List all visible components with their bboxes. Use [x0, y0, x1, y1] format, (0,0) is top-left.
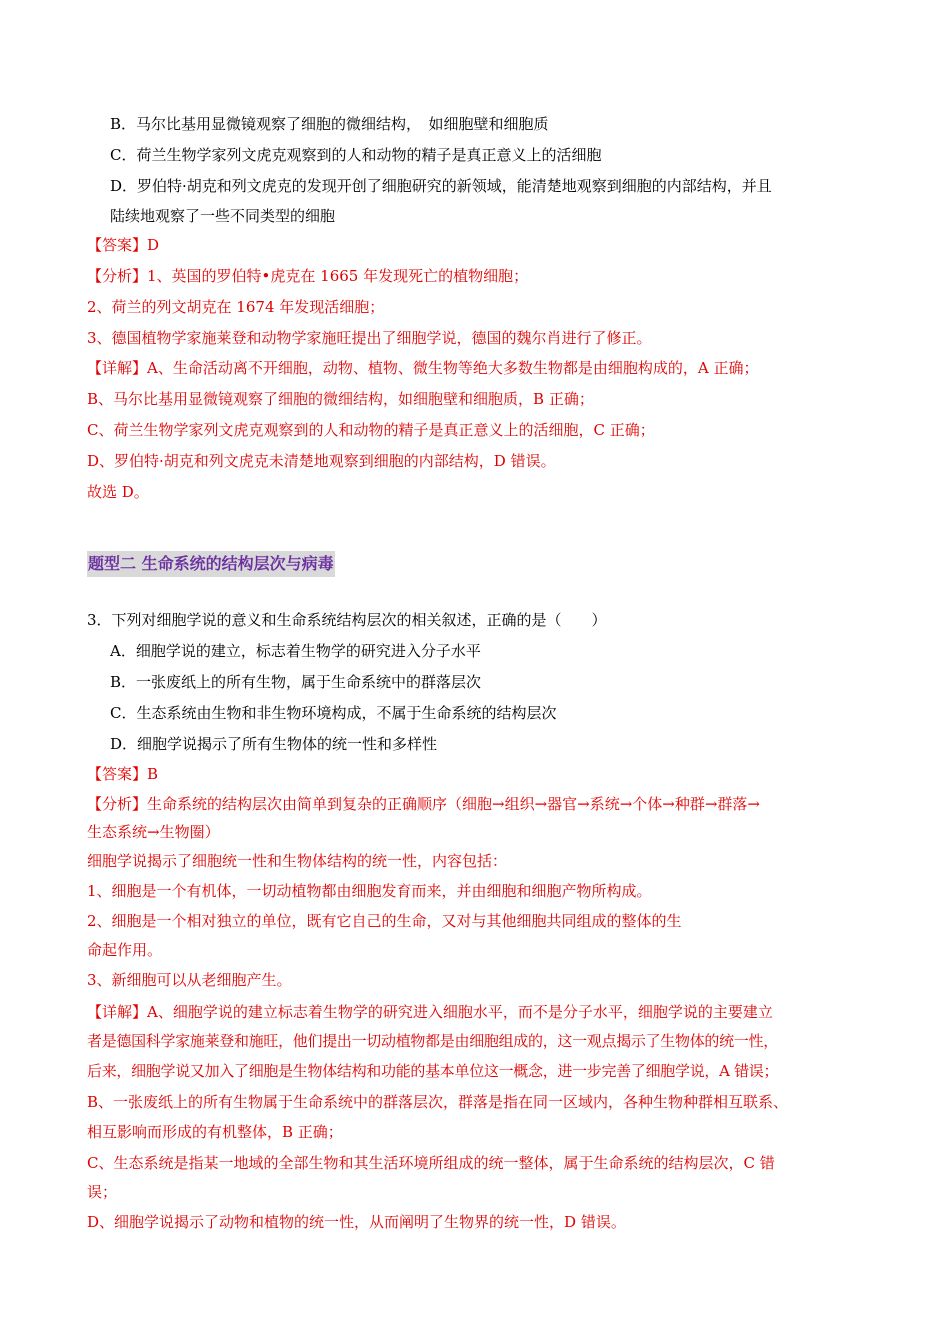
q3-answer-line	[87, 763, 158, 785]
option-d: D．罗伯特·胡克和列文虎克的发现开创了细胞研究的新领域，能清楚地观察到细胞的内部结构，并且	[110, 177, 772, 195]
option-b: B．马尔比基用显微镜观察了细胞的微细结构， 如细胞壁和细胞质	[110, 115, 549, 133]
analysis-tag: 【分析】	[87, 795, 148, 813]
q3-option-a: A．细胞学说的建立，标志着生物学的研究进入分子水平	[110, 642, 481, 660]
answer-tag: 【答案】	[87, 236, 148, 254]
q3-option-b: B．一张废纸上的所有生物，属于生命系统中的群落层次	[110, 673, 482, 691]
q3-analysis-line-2: 生态系统→生物圈）	[87, 823, 220, 841]
q3-analysis-line-5: 2、细胞是一个相对独立的单位，既有它自己的生命，又对与其他细胞共同组成的整体的生	[87, 912, 682, 930]
answer-tag: 【答案】	[87, 765, 148, 783]
detail-line-1	[87, 357, 758, 379]
detail-text: A、细胞学说的建立标志着生物学的研究进入细胞水平，而不是分子水平，细胞学说的主要建立	[147, 1003, 773, 1021]
option-d-continued: 陆续地观察了一些不同类型的细胞	[110, 207, 336, 225]
q3-detail-line-3: 后来，细胞学说又加入了细胞是生物体结构和功能的基本单位这一概念，进一步完善了细胞学说，A 错误；	[87, 1062, 779, 1080]
q3-detail-line-2: 者是德国科学家施莱登和施旺，他们提出一切动植物都是由细胞组成的，这一观点揭示了生物体的统一性，	[87, 1032, 778, 1050]
q3-detail-line-5: 相互影响而形成的有机整体，B 正确；	[87, 1123, 343, 1141]
detail-tag: 【详解】	[87, 359, 148, 377]
analysis-tag: 【分析】	[87, 267, 148, 285]
answer-value: B	[147, 765, 159, 783]
q3-analysis-line-7: 3、新细胞可以从老细胞产生。	[87, 971, 292, 989]
q3-detail-line-7: 误；	[87, 1183, 118, 1201]
analysis-line-3: 3、德国植物学家施莱登和动物学家施旺提出了细胞学说，德国的魏尔肖进行了修正。	[87, 329, 652, 347]
analysis-text: 1、英国的罗伯特•虎克在 1665 年发现死亡的植物细胞；	[147, 267, 529, 285]
option-c: C．荷兰生物学家列文虎克观察到的人和动物的精子是真正意义上的活细胞	[110, 146, 602, 164]
q3-analysis-line-1	[87, 793, 760, 815]
analysis-text: 生命系统的结构层次由简单到复杂的正确顺序（细胞→组织→器官→系统→个体→种群→群落→	[147, 795, 760, 813]
detail-line-3: C、荷兰生物学家列文虎克观察到的人和动物的精子是真正意义上的活细胞，C 正确；	[87, 421, 655, 439]
analysis-line-2: 2、荷兰的列文胡克在 1674 年发现活细胞；	[87, 298, 385, 316]
answer-value: D	[147, 236, 160, 254]
q3-analysis-line-4: 1、细胞是一个有机体，一切动植物都由细胞发育而来，并由细胞和细胞产物所构成。	[87, 882, 652, 900]
q3-analysis-line-6: 命起作用。	[87, 941, 163, 959]
q3-detail-line-6: C、生态系统是指某一地域的全部生物和其生活环境所组成的统一整体，属于生命系统的结构层次，C 错	[87, 1154, 775, 1172]
detail-tag: 【详解】	[87, 1003, 148, 1021]
question-stem: 3．下列对细胞学说的意义和生命系统结构层次的相关叙述，正确的是（ ）	[87, 611, 607, 629]
q3-analysis-line-3: 细胞学说揭示了细胞统一性和生物体结构的统一性，内容包括：	[87, 852, 508, 870]
section-title: 题型二 生命系统的结构层次与病毒	[87, 551, 335, 577]
detail-line-4: D、罗伯特·胡克和列文虎克未清楚地观察到细胞的内部结构，D 错误。	[87, 452, 556, 470]
detail-line-2: B、马尔比基用显微镜观察了细胞的微细结构，如细胞壁和细胞质，B 正确；	[87, 390, 594, 408]
conclusion-line: 故选 D。	[87, 483, 149, 501]
q3-detail-line-1	[87, 1001, 773, 1023]
q3-option-c: C．生态系统由生物和非生物环境构成，不属于生命系统的结构层次	[110, 704, 557, 722]
analysis-line-1	[87, 265, 528, 287]
detail-text: A、生命活动离不开细胞，动物、植物、微生物等绝大多数生物都是由细胞构成的，A 正确；	[147, 359, 759, 377]
q3-detail-line-4: B、一张废纸上的所有生物属于生命系统中的群落层次，群落是指在同一区域内，各种生物种群相互联系、	[87, 1093, 789, 1111]
answer-line	[87, 234, 159, 256]
q3-detail-line-8: D、细胞学说揭示了动物和植物的统一性，从而阐明了生物界的统一性，D 错误。	[87, 1213, 626, 1231]
q3-option-d: D．细胞学说揭示了所有生物体的统一性和多样性	[110, 735, 438, 753]
